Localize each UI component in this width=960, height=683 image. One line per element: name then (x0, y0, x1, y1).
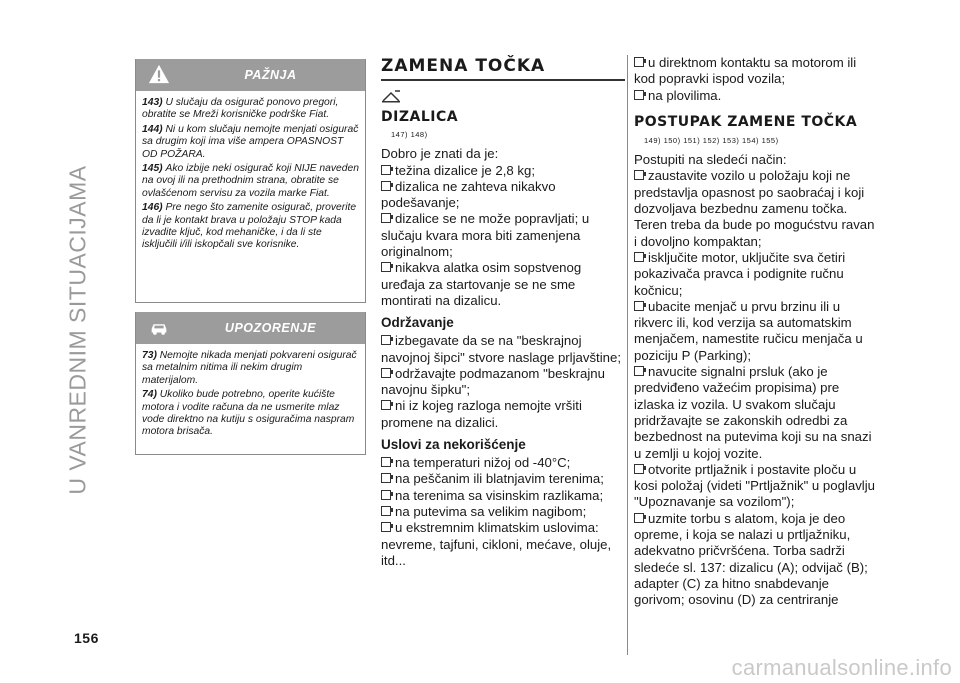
bullet-item (634, 55, 880, 88)
bullet-item (634, 299, 880, 364)
bullet-marker-icon (634, 252, 644, 262)
bullet-text: nikakva alatka osim sopstvenog uređaja za startovanje se ne sme montirati na dizalicu. (381, 260, 582, 308)
bullet-list (634, 55, 880, 104)
note-number: 143) (142, 97, 166, 108)
bullet-marker-icon (381, 490, 391, 500)
bullet-item (381, 471, 625, 487)
note-number: 144) (142, 123, 166, 135)
watermark: carmanualsonline.info (731, 655, 952, 680)
intro-text: Dobro je znati da je: (381, 146, 499, 162)
bullet-item (381, 260, 625, 309)
warning-box (135, 59, 366, 303)
bullet-marker-icon (634, 57, 644, 67)
bullet-list (381, 333, 625, 431)
footnote-refs: 149) 150) 151) 152) 153) 154) 155) (644, 135, 779, 145)
bullet-text: zaustavite vozilo u položaju koji ne predstavlja opasnost po saobraćaj i koji dozvoljava bezbednu zamenu točka. Teren treba da bude po mogućstvu ravan i dovoljno kompaktan; (634, 168, 875, 249)
bullet-text: na plovilima. (648, 87, 722, 103)
bullet-text: u direktnom kontaktu sa motorom ili kod popravki ispod vozila; (634, 55, 857, 87)
bullet-marker-icon (381, 368, 391, 378)
bullet-text: dizalica ne zahteva nikakvo podešavanje; (381, 178, 556, 211)
bullet-marker-icon (381, 335, 391, 345)
title-rule (381, 79, 625, 81)
bullet-item (381, 163, 625, 179)
bullet-list (381, 455, 625, 569)
bullet-text: isključite motor, uključite sva četiri pokazivača pravca i podignite ručnu kočnicu; (634, 249, 846, 298)
bullet-marker-icon (381, 213, 391, 223)
bullet-text: na temperaturi nižoj od -40°C; (395, 455, 571, 471)
column-divider (627, 55, 628, 655)
warning-box-body (136, 91, 365, 262)
note-item (142, 389, 359, 439)
intro-text: Postupiti na sledeći način: (634, 152, 787, 168)
subheading-non-use: Uslovi za nekorišćenje (381, 437, 526, 453)
bullet-marker-icon (634, 170, 644, 180)
note-number: 146) (142, 202, 166, 214)
footnote-refs: 147) 148) (391, 130, 428, 139)
bullet-item (634, 88, 880, 104)
bullet-marker-icon (634, 366, 644, 376)
bullet-text: težina dizalice je 2,8 kg; (395, 162, 536, 178)
bullet-marker-icon (381, 457, 391, 467)
bullet-item (634, 364, 880, 462)
note-text: Nemojte nikada menjati pokvareni osigurač sa metalnim nitima ili nekim drugim materijalom. (142, 350, 357, 386)
bullet-item (634, 250, 880, 299)
bullet-text: ubacite menjač u prvu brzinu ili u rikverc ili, kod verzija sa automatskim menjačem, namestite ručicu menjača u poziciju P (Parking); (634, 298, 863, 363)
bullet-item (381, 179, 625, 212)
bullet-text: navucite signalni prsluk (ako je predviđeno važećim propisima) pre izlaska iz vozila. U svakom slučaju pridržavajte se zakonskih odredbi za bezbednost na putevima koji su na snazi u zemlji u kojoj vozite. (634, 364, 872, 461)
note-text: Ako izbije neki osigurač koji NIJE naveden na ovoj ili na prethodnim strana, obratite se ovlašćenom servisu za vozila marke Fiat. (142, 163, 359, 199)
bullet-marker-icon (634, 464, 644, 474)
note-item (142, 97, 359, 122)
bullet-marker-icon (381, 400, 391, 410)
bullet-item (381, 455, 625, 471)
bullet-marker-icon (381, 262, 391, 272)
note-number: 145) (142, 163, 166, 175)
column-wheel-change (381, 55, 625, 569)
bullet-text: na terenima sa visinskim razlikama; (395, 487, 604, 503)
bullet-item (381, 366, 625, 399)
note-number: 74) (142, 389, 160, 401)
note-text: Ni u kom slučaju nemojte menjati osigurač sa drugim koji ima više ampera OPASNOST OD POŽARA. (142, 123, 359, 160)
bullet-item (381, 520, 625, 569)
warning-box-title: PAŽNJA (244, 68, 297, 82)
subsection-title-jack: DIZALICA (381, 109, 459, 125)
bullet-item (381, 504, 625, 520)
caution-box-header (136, 312, 365, 344)
bullet-text: u ekstremnim klimatskim uslovima: nevreme, tajfuni, cikloni, mećave, oluje, itd... (381, 520, 612, 568)
column-procedure (634, 55, 880, 609)
bullet-item (381, 211, 625, 260)
bullet-item (634, 462, 880, 511)
bullet-marker-icon (381, 506, 391, 516)
bullet-item (381, 333, 625, 366)
bullet-list (634, 168, 880, 608)
note-number: 73) (142, 350, 160, 361)
bullet-item (381, 398, 625, 431)
bullet-marker-icon (634, 90, 644, 100)
bullet-item (634, 168, 880, 249)
note-item (142, 350, 359, 387)
bullet-text: izbegavate da se na "beskrajnoj navojnoj šipci" stvore naslage prljavštine; (381, 333, 621, 365)
section-title-wheel-change: ZAMENA TOČKA (381, 56, 546, 76)
bullet-marker-icon (381, 522, 391, 532)
bullet-marker-icon (634, 513, 644, 523)
page-number: 156 (74, 630, 99, 646)
bullet-text: dizalice se ne može popravljati; u slučaju kvara mora biti zamenjena originalnom; (381, 211, 590, 260)
bullet-text: održavajte podmazanom "beskrajnu navojnu šipku"; (381, 365, 605, 398)
bullet-text: ni iz kojeg razloga nemojte vršiti promene na dizalici. (381, 398, 582, 430)
jack-tool-icon (381, 89, 401, 103)
bullet-text: na peščanim ili blatnjavim terenima; (395, 471, 604, 487)
warning-box-header (136, 59, 365, 91)
note-item (142, 124, 359, 161)
bullet-marker-icon (634, 301, 644, 311)
note-item (142, 202, 359, 252)
note-text: Ukoliko bude potrebno, operite kućište motora i vodite računa da ne usmerite mlaz vode direktno na kutiju s osiguračima naspram motora brisača. (142, 389, 355, 438)
bullet-text: otvorite prtljažnik i postavite ploču u kosi položaj (videti "Prtljažnik" u poglavlju "Upoznavanje sa vozilom"); (634, 461, 875, 510)
subheading-maintenance: Održavanje (381, 315, 454, 331)
bullet-text: na putevima sa velikim nagibom; (395, 503, 587, 519)
bullet-item (381, 488, 625, 504)
note-item (142, 163, 359, 200)
bullet-marker-icon (381, 473, 391, 483)
caution-box-body (136, 344, 365, 449)
note-text: Pre nego što zamenite osigurač, proverite da li je kontakt brava u položaju STOP kada izvadite ključ, kod mehaničke, i da li ste isključili i/ili iskopčali sve korisnike. (142, 202, 357, 251)
bullet-marker-icon (381, 165, 391, 175)
bullet-list (381, 163, 625, 310)
section-title-procedure: POSTUPAK ZAMENE TOČKA (634, 113, 858, 130)
bullet-text: uzmite torbu s alatom, koja je deo opreme, i koja se nalazi u prtljažniku, adekvatno pričvršćena. Torba sadrži sledeće sl. 137: dizalicu (A); odvijač (B); adapter (C) za hitno snabdevanje gorivom; osovinu (D) za centriranje (634, 510, 868, 608)
note-text: U slučaju da osigurač ponovo pregori, obratite se Mreži korisničke podrške Fiat. (142, 97, 339, 121)
caution-box-title: UPOZORENJE (224, 321, 317, 335)
bullet-marker-icon (381, 181, 391, 191)
caution-box (135, 312, 366, 455)
bullet-item (634, 511, 880, 609)
